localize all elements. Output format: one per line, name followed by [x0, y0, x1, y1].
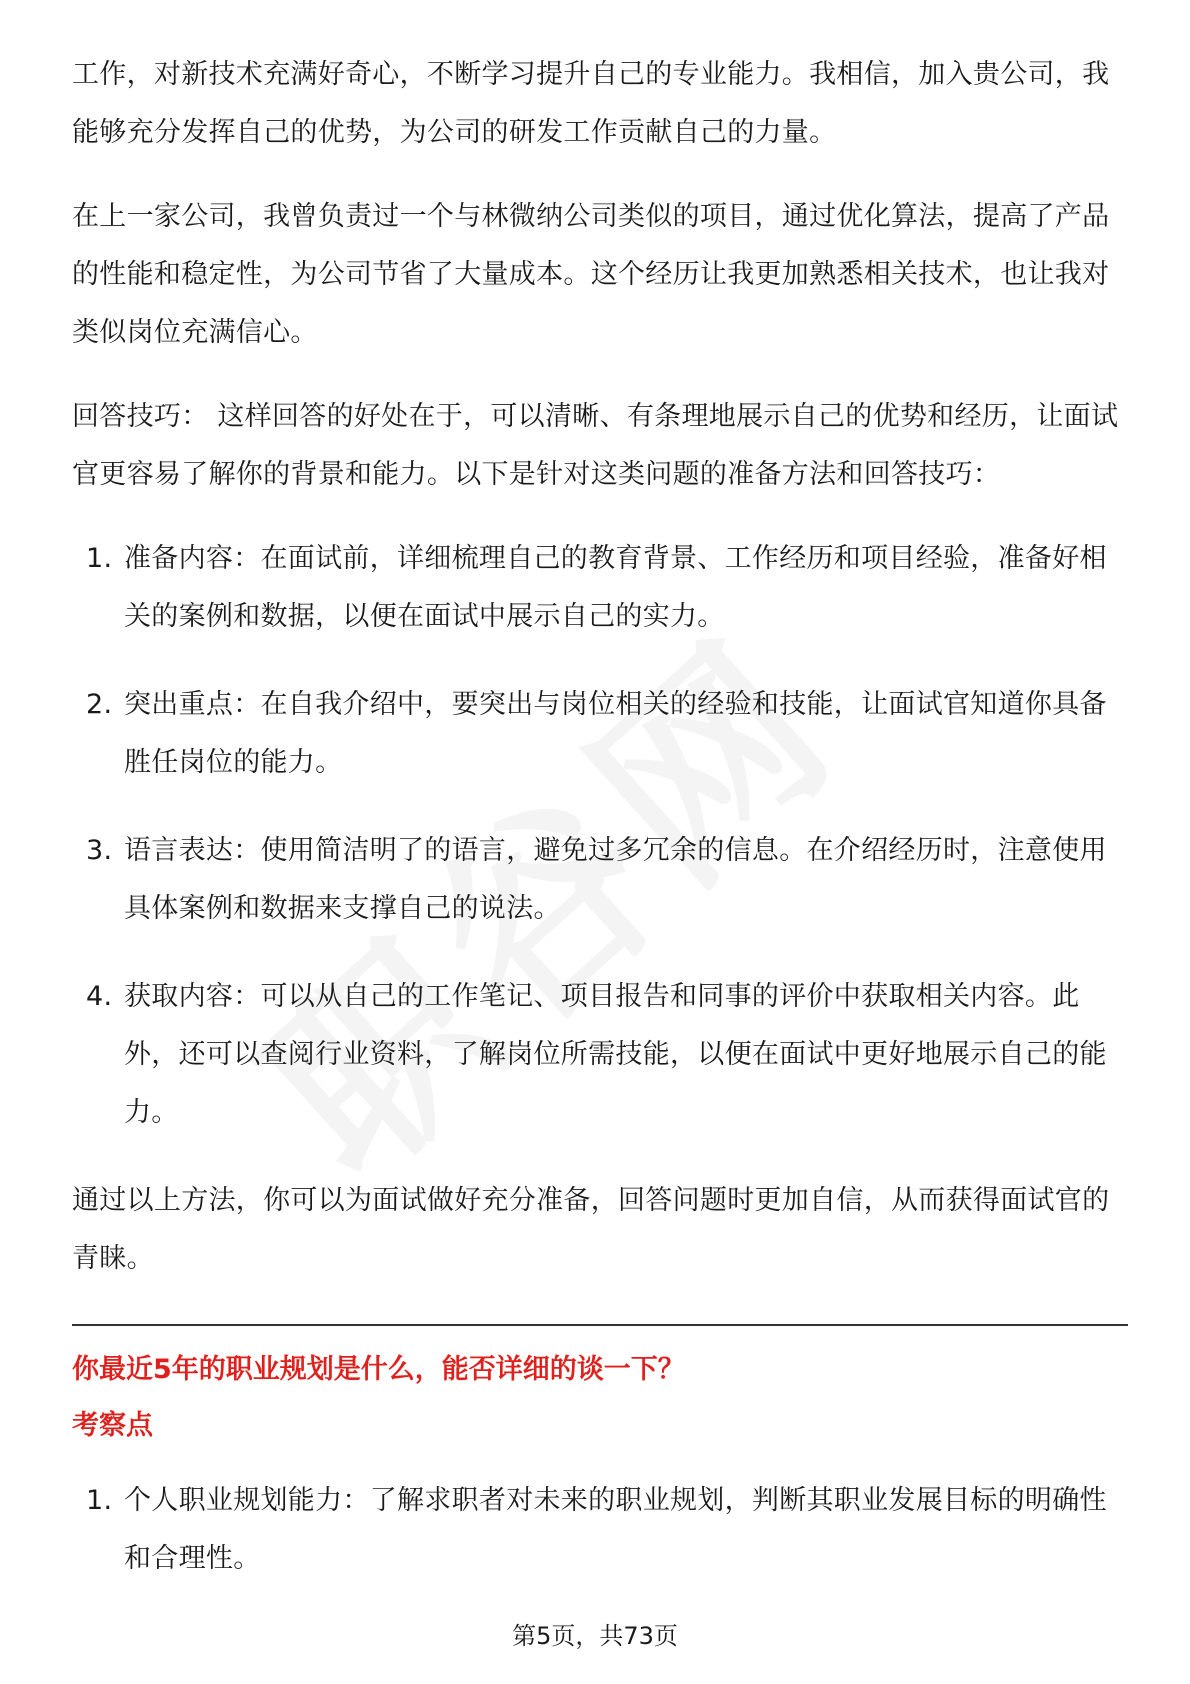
- list-item-text: 个人职业规划能力：了解求职者对未来的职业规划，判断其职业发展目标的明确性和合理性。: [124, 1485, 1107, 1574]
- tips-list: [72, 530, 1128, 1142]
- list-item: [72, 968, 1128, 1142]
- list-item-text: 准备内容：在面试前，详细梳理自己的教育背景、工作经历和项目经验，准备好相关的案例和数据，以便在面试中展示自己的实力。: [124, 543, 1107, 632]
- paragraph-answer-tips: 回答技巧： 这样回答的好处在于，可以清晰、有条理地展示自己的优势和经历，让面试官更容易了解你的背景和能力。以下是针对这类问题的准备方法和回答技巧：: [72, 401, 1119, 490]
- list-item: [72, 676, 1128, 792]
- paragraph-intro-continued: 工作，对新技术充满好奇心，不断学习提升自己的专业能力。我相信，加入贵公司，我能够充分发挥自己的优势，为公司的研发工作贡献自己的力量。: [72, 59, 1110, 148]
- list-item: [72, 1472, 1128, 1588]
- list-item: [72, 822, 1128, 938]
- list-item: [72, 530, 1128, 646]
- list-item-number: 2.: [86, 689, 113, 720]
- question-heading: 你最近5年的职业规划是什么，能否详细的谈一下？: [72, 1354, 685, 1385]
- paragraph-project-experience: 在上一家公司，我曾负责过一个与林微纳公司类似的项目，通过优化算法，提高了产品的性能和稳定性，为公司节省了大量成本。这个经历让我更加熟悉相关技术，也让我对类似岗位充满信心。: [72, 201, 1110, 348]
- list-item-number: 1.: [86, 543, 113, 574]
- document-page: [72, 46, 1128, 1618]
- check-points-list: [72, 1472, 1128, 1588]
- list-item-text: 语言表达：使用简洁明了的语言，避免过多冗余的信息。在介绍经历时，注意使用具体案例和数据来支撑自己的说法。: [124, 835, 1107, 924]
- paragraph-closing: 通过以上方法，你可以为面试做好充分准备，回答问题时更加自信，从而获得面试官的青睐。: [72, 1185, 1110, 1274]
- list-item-text: 获取内容：可以从自己的工作笔记、项目报告和同事的评价中获取相关内容。此外，还可以查阅行业资料，了解岗位所需技能，以便在面试中更好地展示自己的能力。: [124, 981, 1107, 1128]
- page-footer: 第5页，共73页: [512, 1622, 678, 1650]
- list-item-number: 1.: [86, 1485, 113, 1516]
- section-divider: [72, 1324, 1128, 1326]
- list-item-text: 突出重点：在自我介绍中，要突出与岗位相关的经验和技能，让面试官知道你具备胜任岗位的能力。: [124, 689, 1107, 778]
- section-title: 考察点: [72, 1410, 153, 1441]
- list-item-number: 3.: [86, 835, 113, 866]
- list-item-number: 4.: [86, 981, 113, 1012]
